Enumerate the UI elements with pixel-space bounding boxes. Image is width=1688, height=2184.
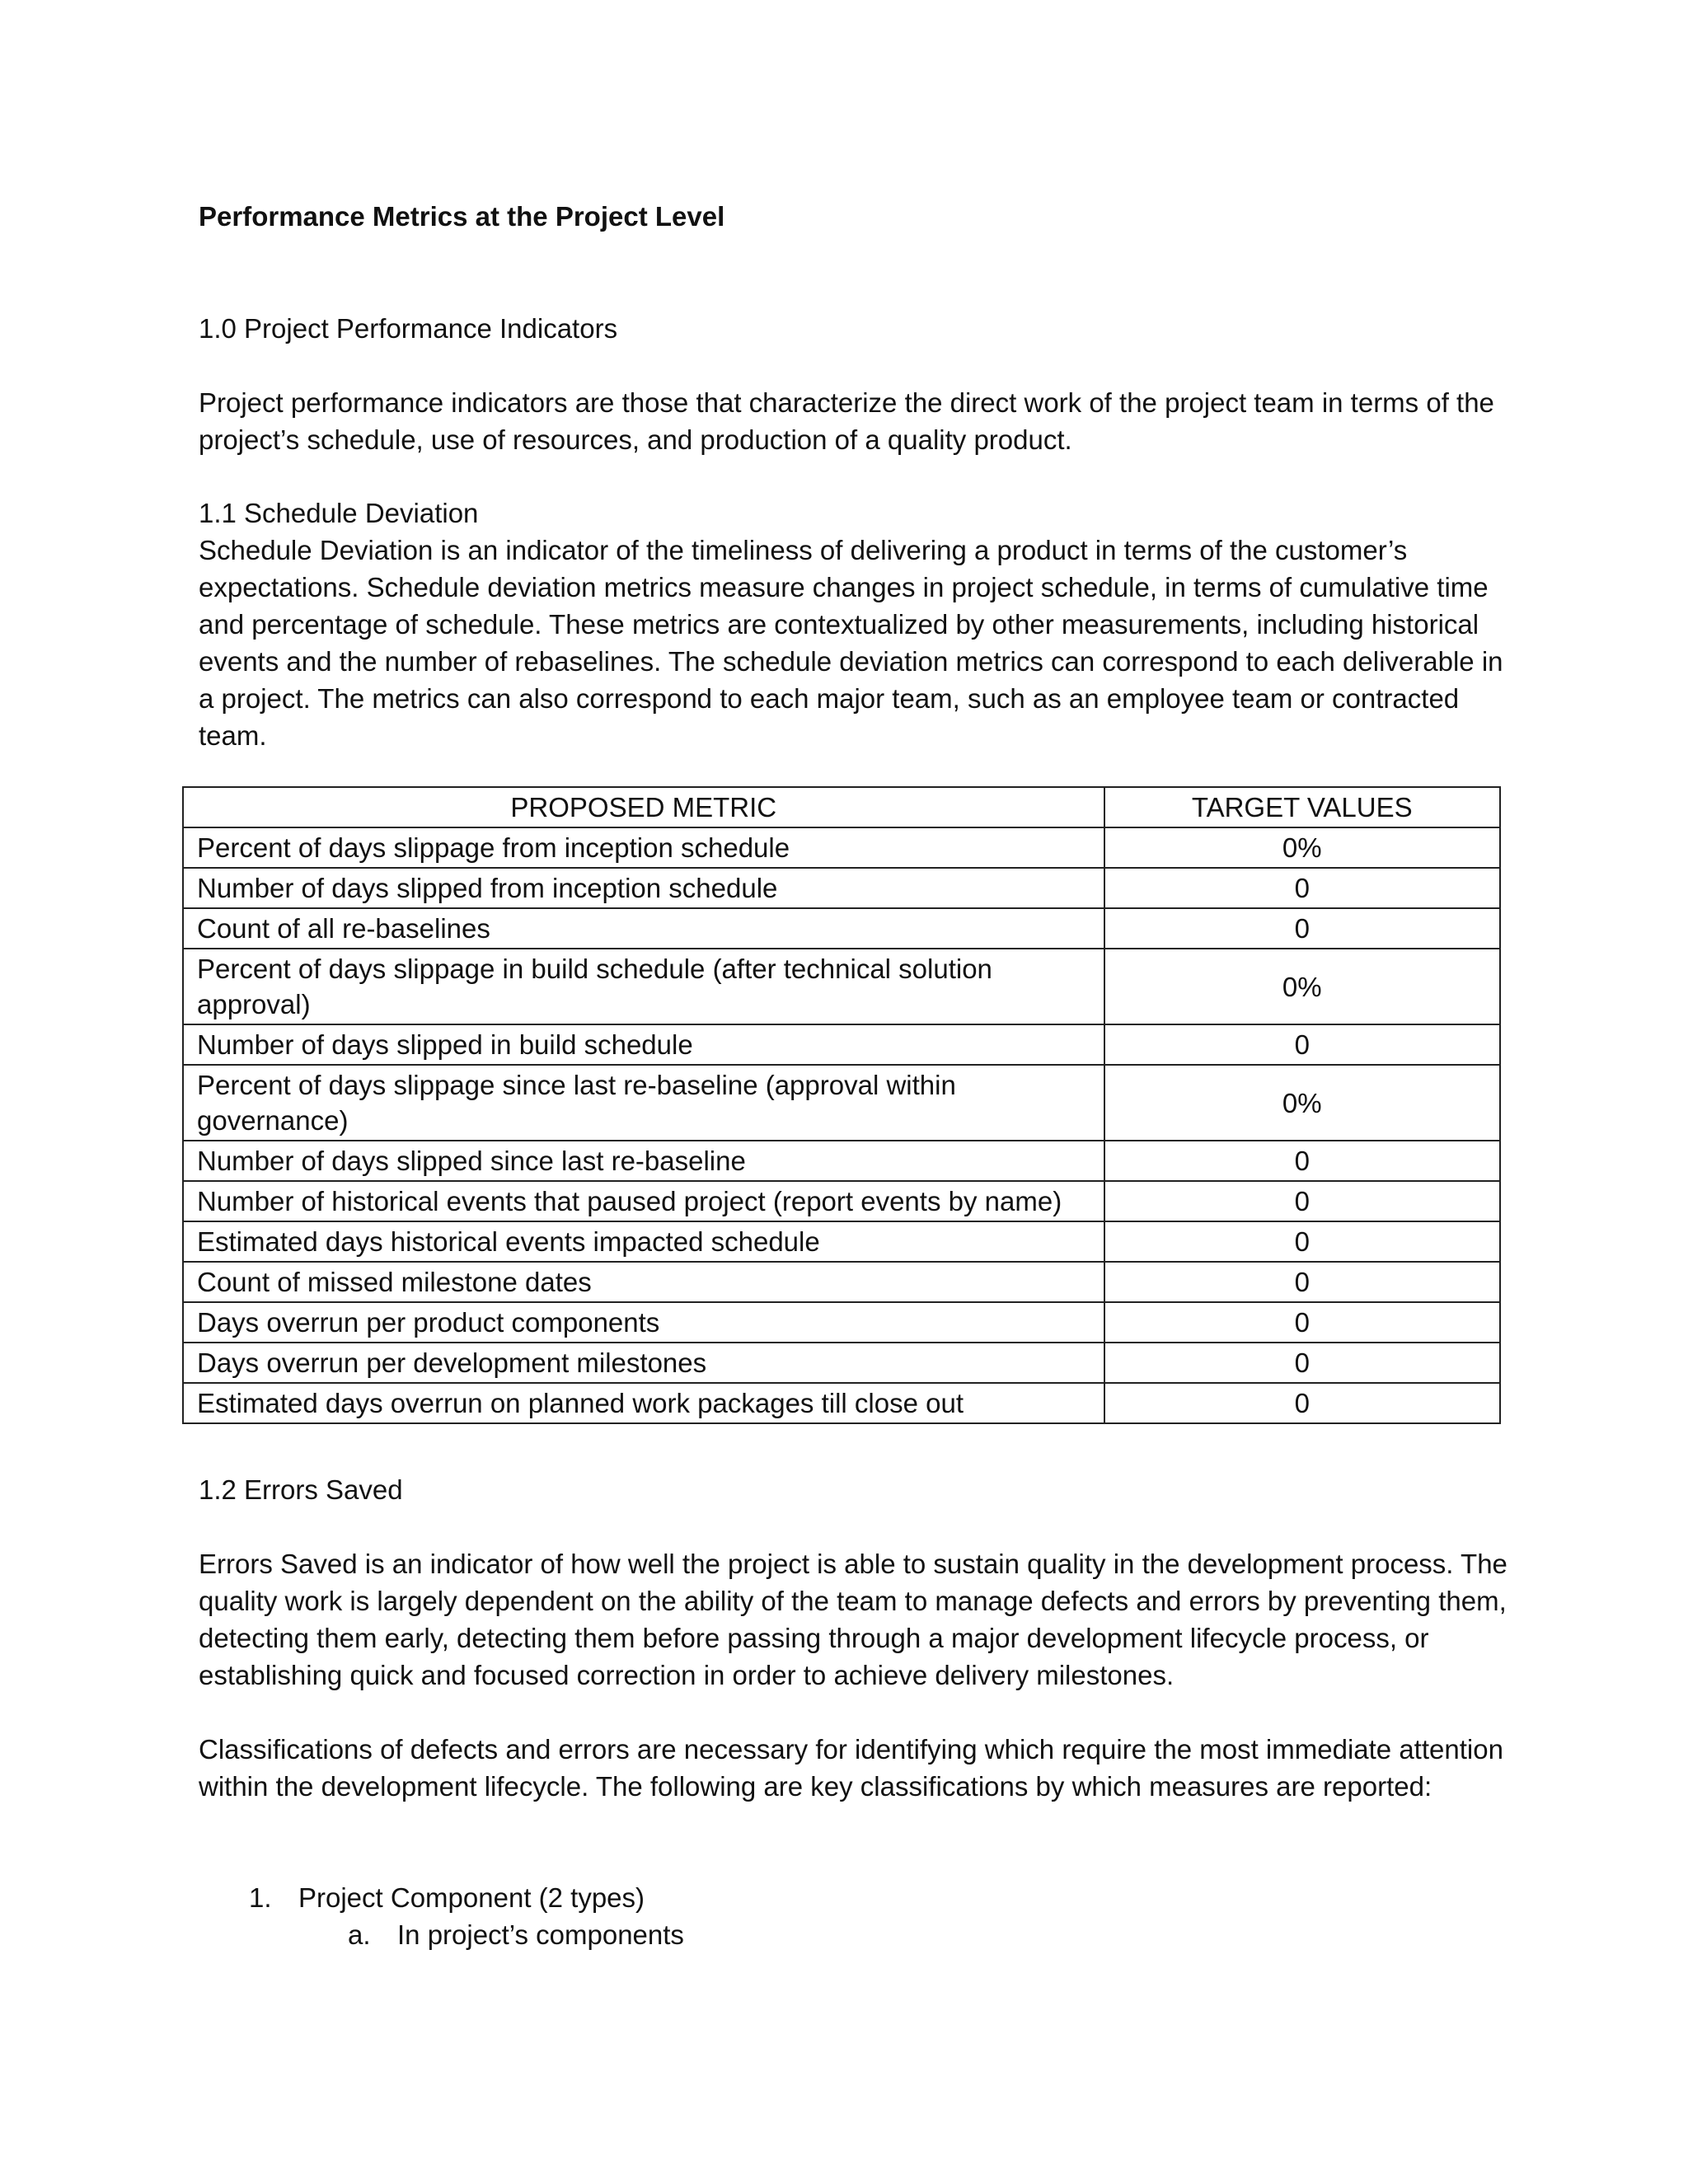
target-cell: 0% xyxy=(1104,1065,1500,1141)
header-proposed-metric: PROPOSED METRIC xyxy=(183,787,1104,827)
metric-cell: Estimated days overrun on planned work packages till close out xyxy=(183,1383,1104,1423)
target-cell: 0 xyxy=(1104,1141,1500,1181)
section-heading-1-2: 1.2 Errors Saved xyxy=(199,1474,403,1505)
target-cell: 0 xyxy=(1104,1302,1500,1343)
table-row xyxy=(183,1262,1500,1302)
target-cell: 0 xyxy=(1104,1383,1500,1423)
target-cell: 0% xyxy=(1104,827,1500,868)
table-header-row xyxy=(183,787,1500,827)
metric-cell: Days overrun per product components xyxy=(183,1302,1104,1343)
metric-cell: Percent of days slippage in build schedule (after technical solution approval) xyxy=(183,949,1104,1024)
metric-cell: Count of all re-baselines xyxy=(183,908,1104,949)
table-row xyxy=(183,1181,1500,1221)
table-row xyxy=(183,1221,1500,1262)
metric-cell: Percent of days slippage since last re-baseline (approval within governance) xyxy=(183,1065,1104,1141)
document-title: Performance Metrics at the Project Level xyxy=(199,201,725,232)
target-cell: 0 xyxy=(1104,1181,1500,1221)
target-cell: 0 xyxy=(1104,1343,1500,1383)
metric-cell: Number of days slipped since last re-baseline xyxy=(183,1141,1104,1181)
target-cell: 0 xyxy=(1104,908,1500,949)
table-row xyxy=(183,1343,1500,1383)
section-1-2-paragraph-1: Errors Saved is an indicator of how well the project is able to sustain quality in the development process. The quality work is largely dependent on the ability of the team to manage defects and errors by preventing them, detecting them early, detecting them before passing through a major development lifecycle process, or establishing quick and focused correction in order to achieve delivery milestones. xyxy=(199,1549,1507,1690)
table-row xyxy=(183,908,1500,949)
target-cell: 0% xyxy=(1104,949,1500,1024)
target-cell: 0 xyxy=(1104,868,1500,908)
metric-cell: Days overrun per development milestones xyxy=(183,1343,1104,1383)
sub-list-item: In project’s components xyxy=(397,1919,684,1950)
table-row xyxy=(183,868,1500,908)
table-row xyxy=(183,1383,1500,1423)
list-item: Project Component (2 types) xyxy=(298,1882,645,1913)
metric-cell: Number of historical events that paused project (report events by name) xyxy=(183,1181,1104,1221)
metric-cell: Count of missed milestone dates xyxy=(183,1262,1104,1302)
metrics-table xyxy=(182,786,1501,1424)
metric-cell: Number of days slipped from inception schedule xyxy=(183,868,1104,908)
target-cell: 0 xyxy=(1104,1221,1500,1262)
header-target-values: TARGET VALUES xyxy=(1104,787,1500,827)
sub-list-item-marker: a. xyxy=(348,1919,371,1950)
target-cell: 0 xyxy=(1104,1262,1500,1302)
section-1-1-paragraph: Schedule Deviation is an indicator of the timeliness of delivering a product in terms of the customer’s expectations. Schedule deviation metrics measure changes in project schedule, in terms of cumulative time and percentage of schedule. These metrics are contextualized by other measurements, including historical events and the number of rebaselines. The schedule deviation metrics can correspond to each deliverable in a project. The metrics can also correspond to each major team, such as an employee team or contracted team. xyxy=(199,535,1503,751)
table-row xyxy=(183,827,1500,868)
target-cell: 0 xyxy=(1104,1024,1500,1065)
section-1-2-paragraph-2: Classifications of defects and errors are necessary for identifying which require the most immediate attention within the development lifecycle. The following are key classifications by which measures are reported: xyxy=(199,1734,1503,1802)
metric-cell: Number of days slipped in build schedule xyxy=(183,1024,1104,1065)
table-row xyxy=(183,949,1500,1024)
table-row xyxy=(183,1065,1500,1141)
section-1-0-paragraph: Project performance indicators are those that characterize the direct work of the project team in terms of the project’s schedule, use of resources, and production of a quality product. xyxy=(199,387,1494,455)
list-item-marker: 1. xyxy=(249,1882,272,1913)
section-heading-1-0: 1.0 Project Performance Indicators xyxy=(199,313,618,344)
table-row xyxy=(183,1141,1500,1181)
metric-cell: Percent of days slippage from inception schedule xyxy=(183,827,1104,868)
section-heading-1-1: 1.1 Schedule Deviation xyxy=(199,498,479,528)
table-row xyxy=(183,1024,1500,1065)
metric-cell: Estimated days historical events impacted schedule xyxy=(183,1221,1104,1262)
table-row xyxy=(183,1302,1500,1343)
